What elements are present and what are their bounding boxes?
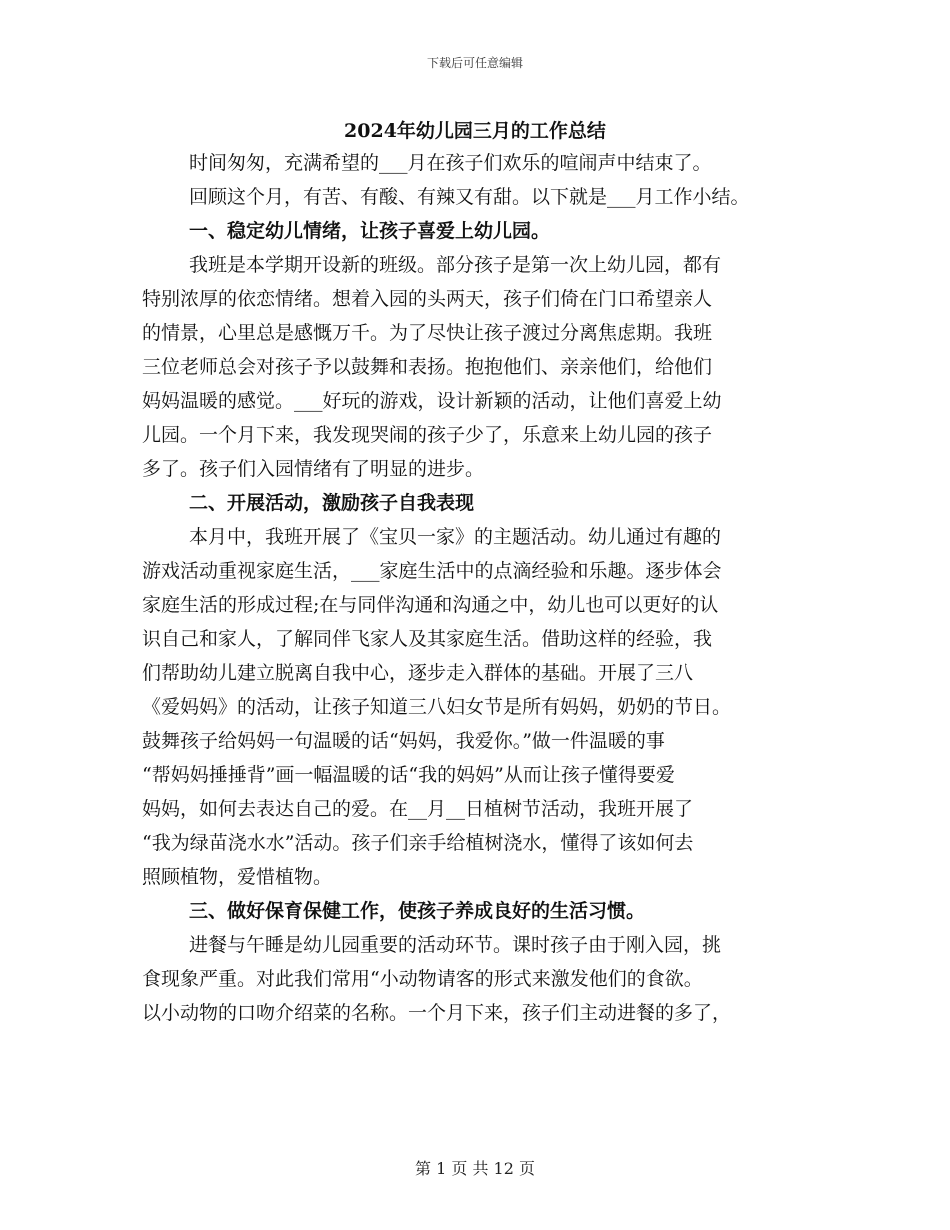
paragraph-line: 《爱妈妈》的活动，让孩子知道三八妇女节是所有妈妈，奶奶的节日。 [142, 696, 732, 718]
paragraph-line: 特别浓厚的依恋情绪。想着入园的头两天，孩子们倚在门口希望亲人 [142, 288, 713, 310]
paragraph-line: 本月中，我班开展了《宝贝一家》的主题活动。幼儿通过有趣的 [189, 526, 722, 548]
paragraph-line: 家庭生活的形成过程;在与同伴沟通和沟通之中，幼儿也可以更好的认 [142, 594, 719, 616]
paragraph-line: 食现象严重。对此我们常用“小动物请客的形式来激发他们的食欲。 [142, 968, 703, 990]
page-footer: 第 1 页 共 12 页 [415, 1159, 535, 1178]
paragraph-line: 以小动物的口吻介绍菜的名称。一个月下来，孩子们主动进餐的多了， [142, 1002, 732, 1024]
paragraph-line: “我为绿苗浇水水”活动。孩子们亲手给植树浇水，懂得了该如何去 [142, 832, 694, 854]
paragraph-line: 鼓舞孩子给妈妈一句温暖的话“妈妈，我爱你。”做一件温暖的事 [142, 730, 665, 752]
paragraph-line: 游戏活动重视家庭生活，___家庭生活中的点滴经验和乐趣。逐步体会 [142, 560, 722, 582]
paragraph-line: 我班是本学期开设新的班级。部分孩子是第一次上幼儿园，都有 [189, 254, 722, 276]
paragraph-line: 识自己和家人，了解同伴飞家人及其家庭生活。借助这样的经验，我 [142, 628, 713, 650]
document-body [142, 146, 822, 1030]
section-heading: 一、稳定幼儿情绪，让孩子喜爱上幼儿园。 [189, 220, 551, 242]
paragraph-line: 三位老师总会对孩子予以鼓舞和表扬。抱抱他们、亲亲他们，给他们 [142, 356, 713, 378]
paragraph-line: 照顾植物，爱惜植物。 [142, 866, 333, 888]
paragraph-line: 们帮助幼儿建立脱离自我中心，逐步走入群体的基础。开展了三八 [142, 662, 694, 684]
paragraph-line: 妈妈温暖的感觉。___好玩的游戏，设计新颖的活动，让他们喜爱上幼 [142, 390, 722, 412]
paragraph-line: 进餐与午睡是幼儿园重要的活动环节。课时孩子由于刚入园，挑 [189, 934, 722, 956]
document-title: 2024年幼儿园三月的工作总结 [344, 120, 606, 142]
paragraph-line: “帮妈妈捶捶背”画一幅温暖的话“我的妈妈”从而让孩子懂得要爱 [142, 764, 675, 786]
paragraph-line: 妈妈，如何去表达自己的爱。在__月__日植树节活动，我班开展了 [142, 798, 694, 820]
paragraph-line: 的情景，心里总是感慨万千。为了尽快让孩子渡过分离焦虑期。我班 [142, 322, 713, 344]
section-heading: 三、做好保育保健工作，使孩子养成良好的生活习惯。 [189, 900, 646, 922]
paragraph-line: 儿园。一个月下来，我发现哭闹的孩子少了，乐意来上幼儿园的孩子 [142, 424, 713, 446]
paragraph-line: 回顾这个月，有苦、有酸、有辣又有甜。以下就是___月工作小结。 [189, 186, 750, 208]
paragraph-line: 时间匆匆，充满希望的___月在孩子们欢乐的喧闹声中结束了。 [189, 152, 712, 174]
header-note: 下载后可任意编辑 [426, 56, 523, 70]
paragraph-line: 多了。孩子们入园情绪有了明显的进步。 [142, 458, 485, 480]
section-heading: 二、开展活动，激励孩子自我表现 [189, 492, 475, 514]
